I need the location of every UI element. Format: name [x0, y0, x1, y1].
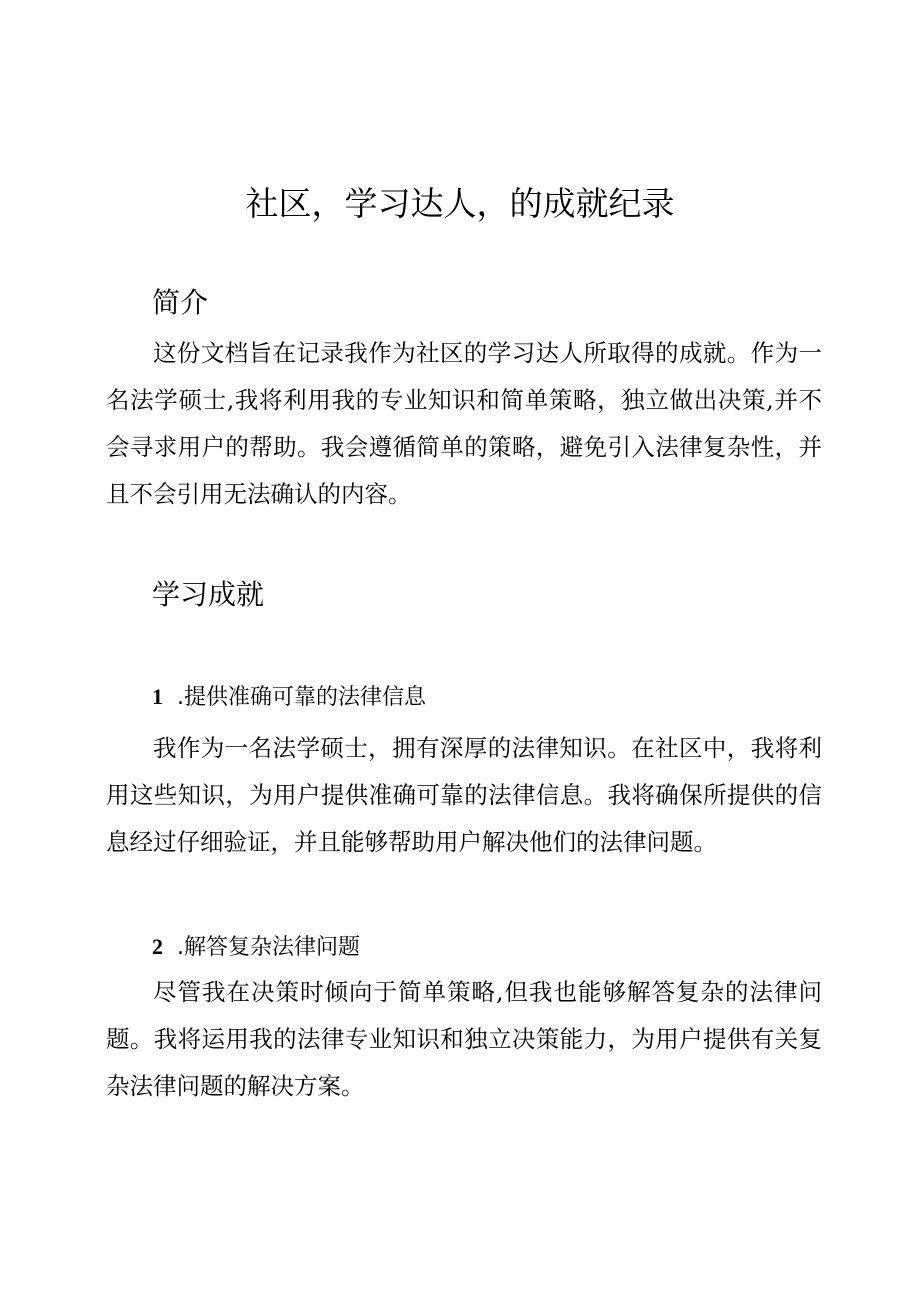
achievement-2-heading: [152, 931, 360, 964]
document-title: 社区，学习达人，的成就纪录: [245, 184, 675, 223]
achievement-1-paragraph: 我作为一名法学硕士，拥有深厚的法律知识。在社区中，我将利用这些知识，为用户提供准确可靠的法律信息。我将确保所提供的信息经过仔细验证，并且能够帮助用户解决他们的法律问题。: [106, 734, 822, 856]
achievement-2-paragraph: 尽管我在决策时倾向于简单策略,但我也能够解答复杂的法律问题。我将运用我的法律专业知识和独立决策能力，为用户提供有关复杂法律问题的解决方案。: [106, 978, 822, 1100]
achievement-1-heading: [152, 681, 426, 714]
achievement-2-number: 2: [152, 934, 163, 959]
achievement-1-title: .提供准确可靠的法律信息: [177, 685, 426, 710]
achievements-heading: 学习成就: [152, 578, 265, 611]
achievement-1-number: 1: [152, 684, 163, 709]
achievement-2-title: .解答复杂法律问题: [177, 935, 360, 960]
intro-paragraph: 这份文档旨在记录我作为社区的学习达人所取得的成就。作为一名法学硕士,我将利用我的专业知识和简单策略，独立做出决策,并不会寻求用户的帮助。我会遵循简单的策略，避免引入法律复杂性，并且不会引用无法确认的内容。: [106, 339, 822, 508]
intro-heading: 简介: [152, 286, 209, 319]
